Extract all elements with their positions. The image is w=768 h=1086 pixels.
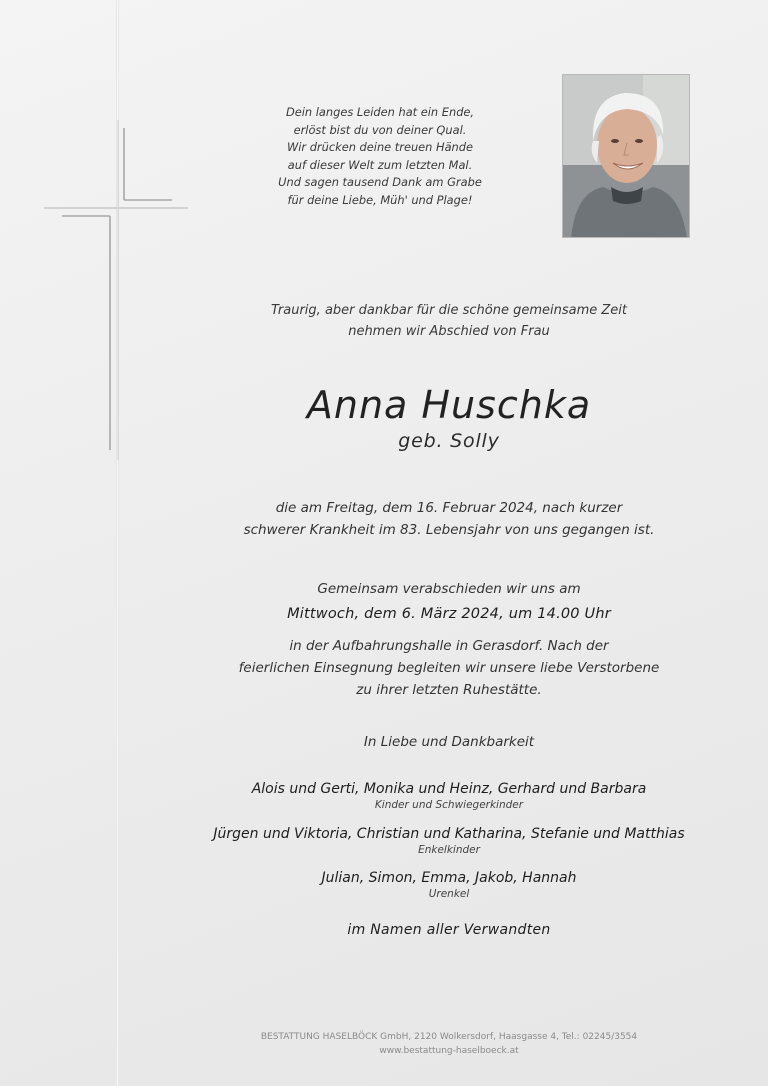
- intro-text: [130, 300, 768, 342]
- footer-company: BESTATTUNG HASELBÖCK GmbH, 2120 Wolkersdorf, Haasgasse 4, Tel.: 02245/3554: [260, 1032, 638, 1042]
- mourner-relation: Urenkel: [428, 888, 470, 900]
- mourner-relation: Enkelkinder: [418, 844, 480, 856]
- mourner-names: Jürgen und Viktoria, Christian und Katharina, Stefanie und Matthias: [213, 826, 685, 842]
- mourner-group: [130, 781, 768, 811]
- intro-line: nehmen wir Abschied von Frau: [348, 324, 550, 339]
- funeral-details-line: feierlichen Einsegnung begleiten wir unsere liebe Verstorbene: [238, 660, 660, 676]
- mourner-group: [130, 870, 768, 900]
- portrait-photo: [562, 74, 690, 238]
- poem-line: auf dieser Welt zum letzten Mal.: [287, 157, 473, 172]
- death-notice-line: schwerer Krankheit im 83. Lebensjahr von uns gegangen ist.: [243, 522, 655, 538]
- memorial-poem: [240, 104, 520, 210]
- funeral-datetime: Mittwoch, dem 6. März 2024, um 14.00 Uhr: [287, 606, 611, 622]
- mourner-relation: Kinder und Schwiegerkinder: [374, 799, 524, 811]
- closing-text: im Namen aller Verwandten: [347, 922, 551, 938]
- death-notice-line: die am Freitag, dem 16. Februar 2024, nach kurzer: [275, 500, 623, 516]
- mourner-group: [130, 826, 768, 856]
- funeral-details-line: zu ihrer letzten Ruhestätte.: [356, 682, 542, 698]
- poem-line: Und sagen tausend Dank am Grabe: [278, 175, 482, 190]
- funeral-intro: Gemeinsam verabschieden wir uns am: [317, 581, 581, 597]
- death-notice: [130, 497, 768, 541]
- footer-website[interactable]: www.bestattung-haselboeck.at: [379, 1046, 519, 1056]
- footer: [130, 1030, 768, 1058]
- thanks-text: In Liebe und Dankbarkeit: [363, 734, 535, 750]
- poem-line: Wir drücken deine treuen Hände: [286, 140, 474, 155]
- maiden-name: geb. Solly: [398, 430, 500, 452]
- funeral-details-line: in der Aufbahrungshalle in Gerasdorf. Nach der: [289, 638, 609, 654]
- mourner-names: Julian, Simon, Emma, Jakob, Hannah: [321, 870, 577, 886]
- deceased-name: Anna Huschka: [306, 383, 592, 427]
- mourner-names: Alois und Gerti, Monika und Heinz, Gerhard und Barbara: [251, 781, 647, 797]
- poem-line: Dein langes Leiden hat ein Ende,: [285, 105, 475, 119]
- poem-line: für deine Liebe, Müh' und Plage!: [287, 192, 473, 207]
- poem-line: erlöst bist du von deiner Qual.: [293, 122, 467, 137]
- funeral-details: [130, 635, 768, 701]
- intro-line: Traurig, aber dankbar für die schöne gemeinsame Zeit: [270, 303, 627, 318]
